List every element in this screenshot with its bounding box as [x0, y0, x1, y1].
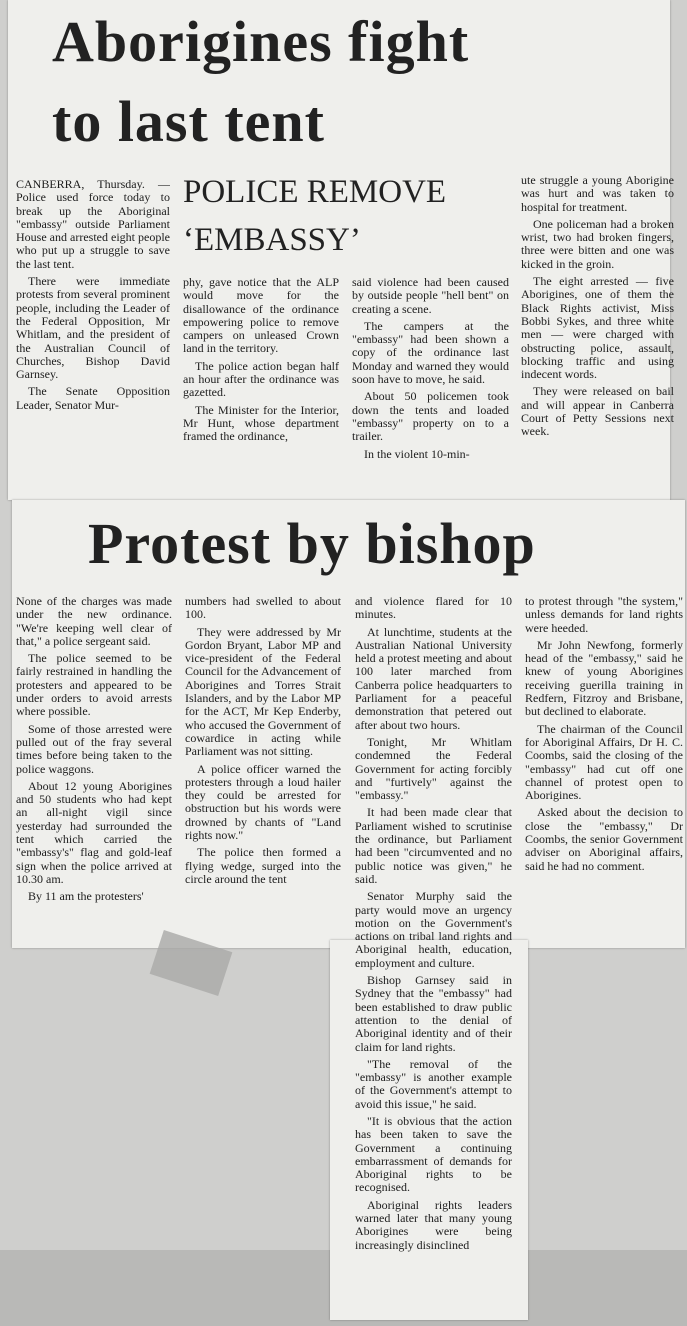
paragraph: The police seemed to be fairly restrained in handling the protesters and appeared to be under orders to avoid arrests where possible. — [16, 651, 172, 719]
article-column-6 — [185, 595, 341, 945]
article-column-7 — [355, 595, 512, 1315]
paragraph: There were immediate protests from several prominent people, including the Leader of the Federal Opposition, Mr Whitlam, and the president of the Australian Council of Churches, Bishop David Garnsey. — [16, 274, 170, 382]
paragraph: It had been made clear that Parliament wished to scrutinise the ordinance, but Parliament had been "circumvented and no public notice was given," he said. — [355, 805, 512, 886]
paragraph: "It is obvious that the action has been taken to save the Government a continuing embarrassment of demands for Aboriginal rights to be recognised. — [355, 1113, 512, 1195]
paragraph: A police officer warned the protesters through a loud hailer they could be arrested for obstruction but his words were drowned by chants of "Land rights now." — [185, 761, 341, 843]
paragraph: CANBERRA, Thursday. — Police used force today to break up the Aboriginal "embassy" outside Parliament House and arrested eight people who put up a struggle to save the last tent. — [16, 178, 170, 271]
article-column-5 — [16, 595, 172, 945]
paragraph: Some of those arrested were pulled out of the fray several times before being taken to the police waggons. — [16, 721, 172, 776]
paragraph: Mr John Newfong, formerly head of the "embassy," said he knew of young Aborigines receiving guerilla training in Redfern, Fitzroy and Brisbane, but declined to elaborate. — [525, 637, 683, 719]
paragraph: Bishop Garnsey said in Sydney that the "embassy" had been established to draw public attention to the denial of Aboriginal identity and of their claim for land rights. — [355, 973, 512, 1054]
paragraph: The campers at the "embassy" had been shown a copy of the ordinance last Monday and warned they would soon have to move, he said. — [352, 318, 509, 387]
paragraph: About 50 policemen took down the tents and loaded "embassy" property on to a trailer. — [352, 389, 509, 444]
article-column-2 — [183, 276, 339, 496]
paragraph: phy, gave notice that the ALP would move for the disallowance of the ordinance empowering police to remove campers on unleased Crown land in the territory. — [183, 276, 339, 356]
paragraph: said violence had been caused by outside people "hell bent" on creating a scene. — [352, 276, 509, 316]
paragraph: Aboriginal rights leaders warned later that many young Aborigines were being increasingly disinclined — [355, 1197, 512, 1252]
subheadline: POLICE REMOVE ‘EMBASSY’ — [183, 174, 447, 258]
paragraph: and violence flared for 10 minutes. — [355, 595, 512, 622]
headline-protest-by-bishop: Protest by bishop — [88, 511, 536, 576]
headline-line-1: Aborigines fight — [52, 9, 470, 74]
paragraph: numbers had swelled to about 100. — [185, 595, 341, 622]
paragraph: At lunchtime, students at the Australian National University held a protest meeting and about 100 later marched from Canberra police headquarters to Parliament for a peaceful demonstration that petered out after about two hours. — [355, 624, 512, 732]
paragraph: They were addressed by Mr Gordon Bryant, Labor MP and vice-president of the Federal Council for the Advancement of Aborigines and Torres Strait Islanders, and by the Labor MP for the ACT, Mr Kep Enderby, who accused the Government of cowardice in acting while Parliament was not sitting. — [185, 624, 341, 759]
paragraph: The police action began half an hour after the ordinance was gazetted. — [183, 358, 339, 400]
paragraph: ute struggle a young Aborigine was hurt and was taken to hospital for treatment. — [521, 174, 674, 214]
paragraph: The Senate Opposition Leader, Senator Mur- — [16, 384, 170, 412]
paragraph: "The removal of the "embassy" is another example of the Government's attempt to avoid this issue," he said. — [355, 1056, 512, 1111]
paragraph: Tonight, Mr Whitlam condemned the Federal Government for acting forcibly and "furtively" against the "embassy." — [355, 734, 512, 803]
paragraph: By 11 am the protesters' — [28, 889, 144, 904]
paragraph: The eight arrested — five Aborigines, one of them the Black Rights activist, Miss Bobbi Sykes, and three white men — were charged with obstructing police, assault, blocking traffic and using indecent words. — [521, 274, 674, 382]
article-column-1 — [16, 178, 170, 496]
article-column-8 — [525, 595, 683, 935]
paragraph: to protest through "the system," unless demands for land rights were heeded. — [525, 595, 683, 635]
paragraph: About 12 young Aborigines and 50 students who had kept an all-night vigil since yesterday had surrounded the tent which carried the "embassy's" flag and gold-leaf sign when the police arrived at 10.30 am. — [16, 778, 172, 886]
paragraph: Asked about the decision to close the "embassy," Dr Coombs, the senior Government adviser on Aboriginal affairs, said he had no comment. — [525, 805, 683, 873]
article-column-3 — [352, 276, 509, 496]
paragraph: Senator Murphy said the party would move an urgency motion on the Government's actions on tribal land rights and Aboriginal health, education, employment and culture. — [355, 889, 512, 970]
paragraph: The Minister for the Interior, Mr Hunt, whose department framed the ordinance, — [183, 402, 339, 444]
headline-line-2: to last tent — [52, 89, 325, 154]
paragraph: The police then formed a flying wedge, surged into the circle around the tent — [185, 845, 341, 886]
paragraph: None of the charges was made under the new ordinance. "We're keeping well clear of that," a police sergeant said. — [16, 595, 172, 648]
paragraph: They were released on bail and will appear in Canberra Court of Petty Sessions next week. — [521, 384, 674, 439]
article-column-4 — [521, 174, 674, 496]
paragraph: The chairman of the Council for Aboriginal Affairs, Dr H. C. Coombs, said the closing of the "embassy" had cut off one channel of protest open to Aborigines. — [525, 721, 683, 803]
paragraph: In the violent 10-min- — [364, 446, 470, 461]
paragraph: One policeman had a broken wrist, two had broken fingers, three were bitten and one was kicked in the groin. — [521, 216, 674, 271]
